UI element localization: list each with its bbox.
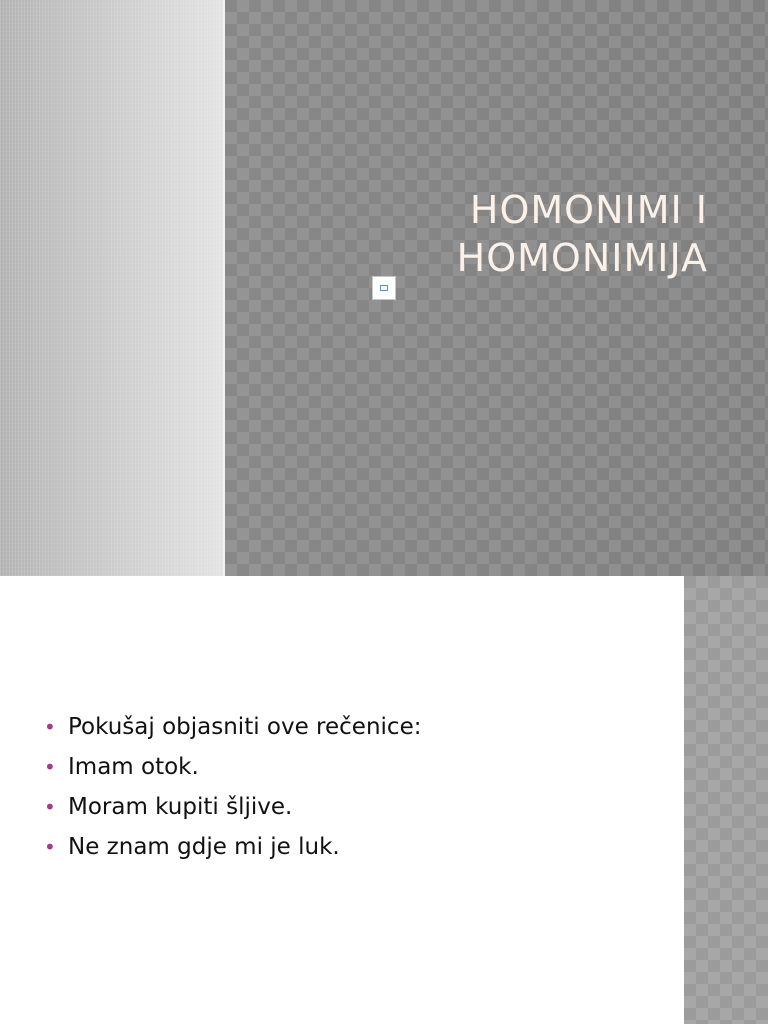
bullet-icon: • (44, 835, 56, 859)
title-line-1: HOMONIMI I (469, 188, 708, 232)
list-item (44, 714, 421, 754)
bullet-icon: • (44, 795, 56, 819)
left-gradient-panel (0, 0, 223, 576)
bullet-text: Moram kupiti šljive. (68, 794, 293, 820)
list-item (44, 754, 421, 794)
bullet-icon: • (44, 755, 56, 779)
bullet-text: Imam otok. (68, 754, 199, 780)
bullet-text: Ne znam gdje mi je luk. (68, 834, 340, 860)
list-item (44, 834, 421, 874)
slide-title (328, 186, 708, 282)
bullet-icon: • (44, 715, 56, 739)
list-item (44, 794, 421, 834)
title-line-2: HOMONIMIJA (456, 236, 708, 280)
diamond-pattern-background (225, 0, 768, 576)
content-slide (0, 576, 768, 1024)
bullet-text: Pokušaj objasniti ove rečenice: (68, 714, 422, 740)
bullet-list (44, 714, 421, 874)
broken-image-icon (372, 276, 396, 300)
right-pattern-strip (684, 576, 768, 1024)
